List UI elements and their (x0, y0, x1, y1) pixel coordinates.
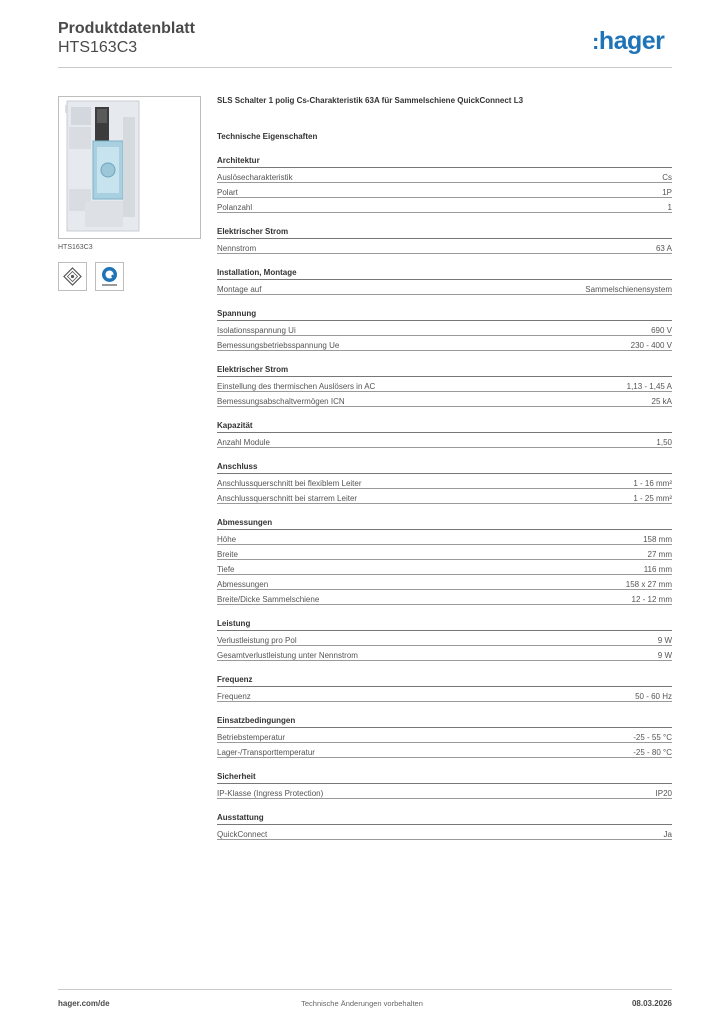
property-label: Polart (217, 188, 238, 197)
property-group (217, 772, 672, 799)
property-group (217, 462, 672, 504)
product-image (58, 96, 201, 239)
property-row (217, 590, 672, 605)
property-label: Anzahl Module (217, 438, 270, 447)
property-value: 27 mm (647, 550, 672, 559)
property-group (217, 227, 672, 254)
property-row (217, 239, 672, 254)
section-title: Technische Eigenschaften (217, 132, 318, 141)
circuit-breaker-photo-icon (59, 97, 200, 238)
property-row (217, 631, 672, 646)
product-number: HTS163C3 (58, 39, 138, 56)
property-row (217, 392, 672, 407)
property-row (217, 728, 672, 743)
header-divider (58, 67, 672, 68)
property-label: Bemessungsbetriebsspannung Ue (217, 341, 340, 350)
quickconnect-badge (95, 262, 124, 291)
property-label: Breite/Dicke Sammelschiene (217, 595, 320, 604)
property-group (217, 309, 672, 351)
property-value: Cs (662, 173, 672, 182)
footer-note: Technische Änderungen vorbehalten (301, 999, 423, 1008)
product-code-caption: HTS163C3 (58, 244, 93, 251)
property-group (217, 619, 672, 661)
property-row (217, 560, 672, 575)
property-row (217, 168, 672, 183)
group-title: Installation, Montage (217, 268, 672, 280)
property-value: Sammelschienensystem (585, 285, 672, 294)
property-value: 50 - 60 Hz (635, 692, 672, 701)
property-label: Abmessungen (217, 580, 269, 589)
property-label: Verlustleistung pro Pol (217, 636, 297, 645)
group-title: Frequenz (217, 675, 672, 687)
property-row (217, 489, 672, 504)
property-label: Nennstrom (217, 244, 257, 253)
footer-divider (58, 989, 672, 990)
property-group (217, 156, 672, 213)
property-label: Bemessungsabschaltvermögen ICN (217, 397, 345, 406)
property-label: Breite (217, 550, 238, 559)
property-label: QuickConnect (217, 830, 268, 839)
property-value: 1 (667, 203, 672, 212)
hager-logo: :hager (592, 27, 665, 55)
property-label: Auslösecharakteristik (217, 173, 293, 182)
property-value: 1 - 16 mm² (633, 479, 672, 488)
group-title: Elektrischer Strom (217, 227, 672, 239)
property-value: 9 W (657, 651, 672, 660)
hager-logo-text: hager (598, 27, 665, 55)
technical-data (217, 95, 672, 840)
property-value: 116 mm (643, 565, 672, 574)
property-value: 1,13 - 1,45 A (626, 382, 672, 391)
property-row (217, 530, 672, 545)
property-label: Gesamtverlustleistung unter Nennstrom (217, 651, 358, 660)
group-title: Kapazität (217, 421, 672, 433)
property-value: IP20 (655, 789, 672, 798)
property-value: 12 - 12 mm (631, 595, 672, 604)
group-title: Architektur (217, 156, 672, 168)
property-value: 9 W (657, 636, 672, 645)
property-row (217, 575, 672, 590)
property-value: 158 mm (643, 535, 672, 544)
property-value: 25 kA (651, 397, 672, 406)
property-row (217, 280, 672, 295)
group-title: Leistung (217, 619, 672, 631)
property-value: -25 - 55 °C (633, 733, 672, 742)
property-group (217, 421, 672, 448)
group-title: Abmessungen (217, 518, 672, 530)
property-label: Anschlussquerschnitt bei starrem Leiter (217, 494, 358, 503)
property-group (217, 268, 672, 295)
group-title: Spannung (217, 309, 672, 321)
property-row (217, 825, 672, 840)
property-label: Betriebstemperatur (217, 733, 286, 742)
page-title: Produktdatenblatt (58, 20, 195, 37)
property-label: Polanzahl (217, 203, 253, 212)
certification-mark-icon (59, 263, 86, 290)
property-label: Anschlussquerschnitt bei flexiblem Leiter (217, 479, 362, 488)
property-groups (217, 156, 672, 840)
property-value: 1 - 25 mm² (633, 494, 672, 503)
property-value: 1,50 (656, 438, 672, 447)
group-title: Einsatzbedingungen (217, 716, 672, 728)
footer-date: 08.03.2026 (631, 999, 672, 1008)
property-group (217, 716, 672, 758)
property-label: IP-Klasse (Ingress Protection) (217, 789, 324, 798)
group-title: Elektrischer Strom (217, 365, 672, 377)
property-group (217, 365, 672, 407)
property-label: Höhe (217, 535, 237, 544)
property-label: Frequenz (217, 692, 251, 701)
property-row (217, 377, 672, 392)
group-title: Sicherheit (217, 772, 672, 784)
property-label: Tiefe (217, 565, 235, 574)
property-group (217, 675, 672, 702)
property-label: Isolationsspannung Ui (217, 326, 296, 335)
property-group (217, 813, 672, 840)
property-row (217, 336, 672, 351)
property-label: Lager-/Transporttemperatur (217, 748, 315, 757)
property-value: 230 - 400 V (630, 341, 672, 350)
property-row (217, 183, 672, 198)
property-row (217, 198, 672, 213)
group-title: Anschluss (217, 462, 672, 474)
property-row (217, 545, 672, 560)
property-row (217, 474, 672, 489)
property-row (217, 321, 672, 336)
property-row (217, 743, 672, 758)
property-value: -25 - 80 °C (633, 748, 672, 757)
property-label: Einstellung des thermischen Auslösers in AC (217, 382, 376, 391)
quickconnect-badge-icon (96, 263, 123, 290)
certification-badge (58, 262, 87, 291)
property-value: 690 V (651, 326, 672, 335)
property-row (217, 784, 672, 799)
property-label: Montage auf (217, 285, 262, 294)
product-description: SLS Schalter 1 polig Cs-Charakteristik 63A für Sammelschiene QuickConnect L3 (217, 96, 524, 105)
property-row (217, 646, 672, 661)
property-row (217, 433, 672, 448)
group-title: Ausstattung (217, 813, 672, 825)
property-group (217, 518, 672, 605)
property-value: 1P (662, 188, 672, 197)
footer-website: hager.com/de (58, 999, 110, 1008)
property-value: 158 x 27 mm (625, 580, 672, 589)
property-value: Ja (663, 830, 672, 839)
property-row (217, 687, 672, 702)
property-value: 63 A (655, 244, 672, 253)
